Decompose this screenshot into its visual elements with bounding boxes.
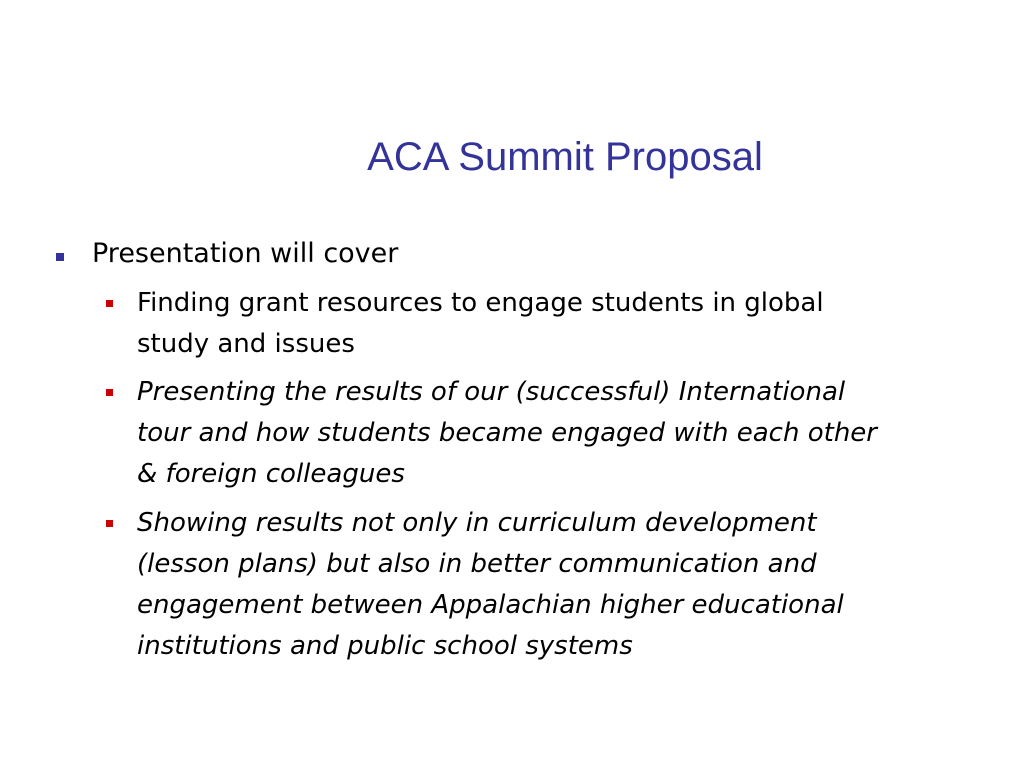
bullet-text (137, 283, 1007, 365)
bullet-line: Showing results not only in curriculum development (137, 508, 817, 538)
bullet-line: Finding grant resources to engage students in global (137, 288, 824, 318)
square-bullet-icon (106, 300, 113, 307)
square-bullet-icon (106, 389, 113, 396)
bullet-line: institutions and public school systems (137, 631, 633, 661)
bullet-line: Presenting the results of our (successful) International (137, 377, 846, 407)
bullet-line: (lesson plans) but also in better communication and (137, 549, 817, 579)
bullet-line: study and issues (137, 329, 355, 359)
bullet-text (137, 503, 1007, 667)
square-bullet-icon (56, 253, 64, 261)
bullet-line: Presentation will cover (92, 238, 399, 269)
square-bullet-icon (106, 520, 113, 527)
bullet-line: & foreign colleagues (137, 459, 405, 489)
bullet-text (137, 372, 1007, 495)
bullet-text (92, 233, 892, 274)
slide-title: ACA Summit Proposal (367, 135, 763, 179)
bullet-line: engagement between Appalachian higher educational (137, 590, 844, 620)
bullet-line: tour and how students became engaged with each other (137, 418, 877, 448)
